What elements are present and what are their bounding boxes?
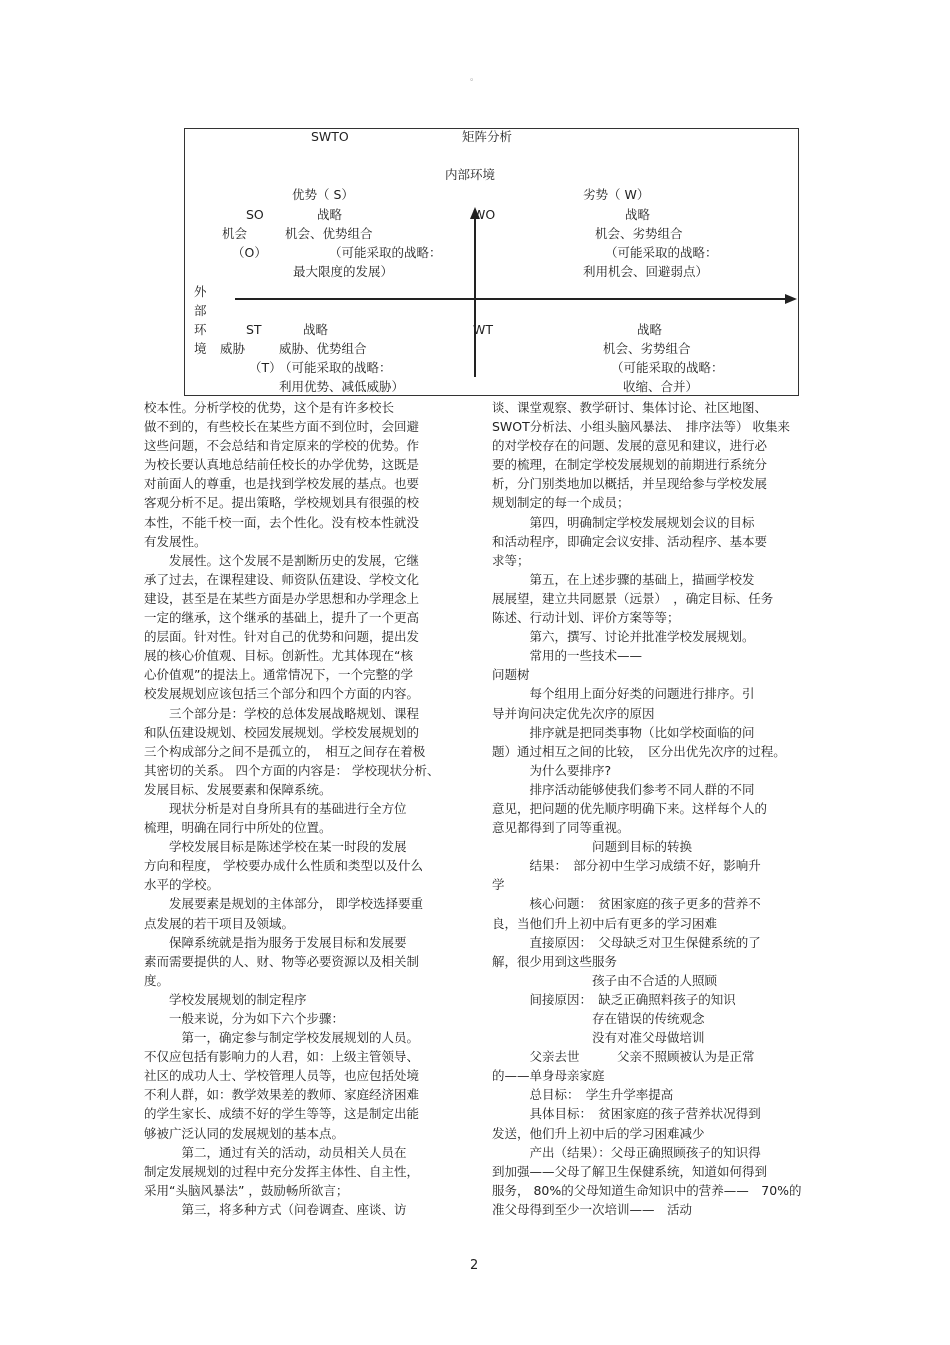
opportunity-label: 机会	[222, 226, 248, 241]
st-result: 利用优势、减低威胁）	[279, 379, 405, 394]
wo-possible: （可能采取的战略：	[605, 245, 718, 260]
text-line: 学校发展目标是陈述学校在某一时段的发展	[144, 839, 407, 855]
strength-label: 优势（ S）	[292, 187, 354, 202]
wt-result: 收缩、合并）	[623, 379, 699, 394]
text-line: 第六，撰写、讨论并批准学校发展规划。	[492, 629, 755, 645]
text-line: 不利人群，如：教学效果差的教师、家庭经济困难	[144, 1087, 420, 1103]
text-line: 水平的学校。	[144, 877, 220, 893]
text-line: 具体目标： 贫困家庭的孩子营养状况得到	[492, 1106, 761, 1122]
wt-possible: （可能采取的战略：	[611, 360, 724, 375]
text-line: 核心问题： 贫困家庭的孩子更多的营养不	[492, 896, 761, 912]
text-line: 一般来说，分为如下六个步骤：	[144, 1011, 345, 1026]
text-line: 规划制定的每一个成员；	[492, 495, 630, 511]
text-line: 的对学校存在的问题、发展的意见和建议，进行必	[492, 438, 768, 454]
text-line: 排序活动能够使我们参考不同人群的不同	[492, 781, 755, 797]
text-line: 为校长要认真地总结前任校长的办学优势，这既是	[144, 457, 420, 473]
text-line: 素而需要提供的人、财、物等必要资源以及相关制	[144, 953, 420, 969]
external-char-1: 外	[194, 284, 207, 299]
text-line: 不仅应包括有影响力的人君，如：上级主管领导、	[144, 1049, 420, 1065]
text-line: 第三，将多种方式（问卷调查、座谈、访	[144, 1201, 407, 1217]
threat-label: 威胁	[220, 341, 246, 356]
text-line: 排序就是把同类事物（比如学校面临的问	[492, 724, 755, 740]
text-line: 采用“头脑风暴法” ，鼓励畅所欲言；	[144, 1182, 349, 1198]
text-line: 发送，他们升上初中后的学习困难减少	[492, 1125, 705, 1141]
text-line: 第二，通过有关的活动，动员相关人员在	[144, 1144, 407, 1160]
text-line: 校本性。分析学校的优势，这个是有许多校长	[144, 400, 395, 415]
text-line: 梳理，明确在同行中所处的位置。	[144, 820, 332, 836]
external-char-2: 部	[194, 303, 207, 318]
text-line: 制定发展规划的过程中充分发挥主体性、自主性，	[144, 1163, 420, 1179]
text-line: 做不到的，有些校长在某些方面不到位时，会回避	[144, 419, 420, 435]
text-line: 社区的成功人士、学校管理人员等，也应包括处境	[144, 1068, 420, 1084]
text-line: 题）通过相互之间的比较， 区分出优先次序的过程。	[492, 743, 786, 759]
text-line: 结果： 部分初中生学习成绩不好，影响升	[492, 858, 761, 874]
text-line: 到加强——父母了解卫生保健系统，知道如何得到	[492, 1163, 768, 1179]
threat-code: （T）	[249, 360, 282, 375]
text-line: 有发展性。	[144, 533, 207, 549]
text-line: 这些问题，不会总结和肯定原来的学校的优势。作	[144, 438, 420, 454]
opportunity-code: （O）	[232, 245, 267, 260]
text-line: 三个构成部分之间不是孤立的， 相互之间存在着极	[144, 743, 426, 759]
weakness-label: 劣势（ W）	[583, 187, 650, 202]
text-line: 学	[492, 877, 505, 893]
text-line: 问题到目标的转换	[492, 839, 693, 855]
text-line: 发展要素是规划的主体部分， 即学校选择要重	[144, 896, 423, 912]
text-line: 为什么要排序?	[492, 762, 612, 778]
text-line: 陈述、行动计划、评价方案等等；	[492, 610, 680, 626]
text-line: 谈、课堂观察、教学研讨、集体讨论、社区地图、	[492, 400, 768, 415]
text-line: 度。	[144, 972, 170, 988]
text-line: 和队伍建设规划、校园发展规划。学校发展规划的	[144, 724, 420, 740]
wt-combo: 机会、劣势组合	[603, 341, 691, 356]
text-line: 产出（结果）：父母正确照顾孩子的知识得	[492, 1144, 761, 1160]
text-line: 意见，把问题的优先顺序明确下来。这样每个人的	[492, 800, 768, 816]
text-line: 要的梳理，在制定学校发展规划的前期进行系统分	[492, 457, 768, 473]
text-line: 意见都得到了同等重视。	[492, 820, 630, 836]
text-line: 父亲去世 父亲不照顾被认为是正常	[492, 1049, 755, 1065]
text-line: 对前面人的尊重，也是找到学校发展的基点。也要	[144, 476, 420, 492]
so-possible: （可能采取的战略：	[329, 245, 442, 260]
text-line: 服务， 80%的父母知道生命知识中的营养—— 70%的	[492, 1182, 802, 1198]
text-line: 第一，确定参与制定学校发展规划的人员。	[144, 1030, 420, 1046]
text-line: 客观分析不足。提出策略，学校规划具有很强的校	[144, 495, 420, 511]
text-line: 现状分析是对自身所具有的基础进行全方位	[144, 800, 407, 816]
text-line: 发展目标、发展要素和保障系统。	[144, 781, 332, 797]
text-line: 三个部分是：学校的总体发展战略规划、课程	[144, 705, 420, 721]
text-line: 心价值观”的提法上。通常情况下，一个完整的学	[144, 667, 413, 683]
text-line: 校发展规划应该包括三个部分和四个方面的内容。	[144, 686, 420, 702]
swot-title-right: 矩阵分析	[462, 129, 513, 144]
internal-label: 内部环境	[445, 167, 496, 182]
so-label: SO	[246, 207, 264, 222]
text-line: 建设，甚至是在某些方面是办学思想和办学理念上	[144, 590, 420, 606]
text-line: 承了过去，在课程建设、师资队伍建设、学校文化	[144, 571, 420, 587]
so-combo: 机会、优势组合	[285, 226, 373, 241]
text-line: 其密切的关系。 四个方面的内容是： 学校现状分析、	[144, 762, 440, 778]
right-column	[492, 398, 810, 1219]
text-line: 够被广泛认同的发展规划的基本点。	[144, 1125, 345, 1141]
text-line: 点发展的若干项目及领域。	[144, 915, 295, 931]
text-line: 导并询问决定优先次序的原因	[492, 705, 655, 721]
external-char-4: 境	[194, 341, 207, 356]
text-line: 一定的继承，这个继承的基础上，提升了一个更高	[144, 610, 420, 626]
text-line: 学校发展规划的制定程序	[144, 991, 307, 1007]
text-line: 准父母得到至少一次培训—— 活动	[492, 1201, 693, 1217]
text-line: 良，当他们升上初中后有更多的学习困难	[492, 915, 718, 931]
external-char-3: 环	[194, 322, 207, 337]
wo-strategy: 战略	[625, 207, 651, 222]
text-line: 求等；	[492, 552, 530, 568]
st-strategy: 战略	[303, 322, 329, 337]
text-line: 解，很少用到这些服务	[492, 953, 618, 969]
text-line: 总目标： 学生升学率提高	[492, 1087, 674, 1103]
text-line: 和活动程序，即确定会议安排、活动程序、基本要	[492, 533, 768, 549]
so-result: 最大限度的发展）	[293, 264, 394, 279]
st-possible: （可能采取的战略：	[279, 360, 392, 375]
text-line: 没有对准父母做培训	[492, 1030, 705, 1046]
text-line: 第四，明确制定学校发展规划会议的目标	[492, 514, 755, 530]
text-line: 孩子由不合适的人照顾	[492, 972, 718, 988]
text-line: 保障系统就是指为服务于发展目标和发展要	[144, 934, 407, 950]
text-line: 每个组用上面分好类的问题进行排序。引	[492, 686, 755, 702]
left-column	[144, 398, 462, 1219]
wt-strategy: 战略	[637, 322, 663, 337]
st-label: ST	[246, 322, 262, 337]
top-mark: 。	[470, 73, 480, 83]
text-line: 直接原因： 父母缺乏对卫生保健系统的了	[492, 934, 761, 950]
swot-matrix	[184, 128, 799, 396]
wt-label: WT	[473, 322, 493, 337]
horizontal-arrow-head	[785, 294, 797, 304]
text-line: 发展性。这个发展不是割断历史的发展，它继	[144, 552, 420, 568]
text-line: SWOT分析法、小组头脑风暴法、 排序法等） 收集来	[492, 419, 790, 435]
text-line: 的——单身母亲家庭	[492, 1068, 605, 1084]
text-line: 常用的一些技术——	[492, 648, 643, 664]
text-line: 存在错误的传统观念	[492, 1011, 705, 1026]
text-line: 的层面。针对性。针对自己的优势和问题，提出发	[144, 629, 420, 645]
page-number: 2	[470, 1258, 479, 1273]
wo-result: 利用机会、回避弱点）	[583, 264, 709, 279]
text-line: 第五，在上述步骤的基础上，描画学校发	[492, 571, 755, 587]
text-line: 问题树	[492, 667, 530, 683]
text-line: 方向和程度， 学校要办成什么性质和类型以及什么	[144, 858, 423, 874]
text-line: 的学生家长、成绩不好的学生等等，这是制定出能	[144, 1106, 420, 1122]
st-combo: 威胁、优势组合	[279, 341, 367, 356]
text-line: 本性，不能千校一面，去个性化。没有校本性就没	[144, 514, 420, 530]
text-line: 间接原因： 缺乏正确照料孩子的知识	[492, 991, 736, 1007]
text-line: 析，分门别类地加以概括，并呈现给参与学校发展	[492, 476, 768, 492]
so-strategy: 战略	[317, 207, 343, 222]
text-line: 展的核心价值观、目标。创新性。尤其体现在“核	[144, 648, 413, 664]
text-line: 展展望，建立共同愿景（远景） ，确定目标、任务	[492, 590, 774, 606]
wo-combo: 机会、劣势组合	[595, 226, 683, 241]
wo-label: WO	[473, 207, 496, 222]
swot-title-left: SWTO	[311, 129, 349, 144]
